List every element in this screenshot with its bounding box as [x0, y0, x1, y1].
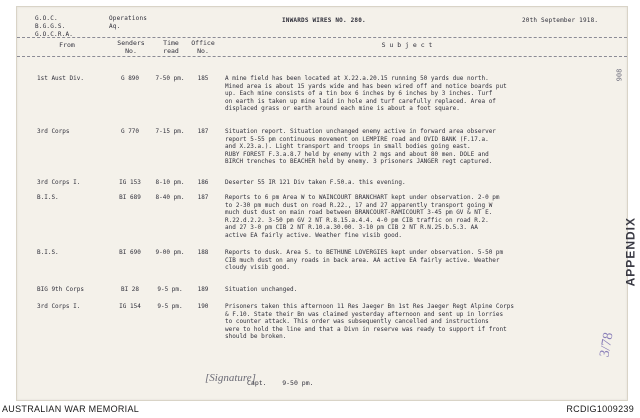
- entry-number: BI 690: [119, 249, 141, 256]
- entry-number: G 890: [120, 75, 140, 82]
- entry-from: 1st Aust Div.: [37, 75, 84, 82]
- entry-subject: Reports to 6 pm Area W to WAINCOURT BRANCHART kept under observation. 2-0 pm to 2-30 pm much dust on road R.22., 17 and 27 apparently transport going W much dust dust on main road between BRANCOURT-RAMICOURT 3-45 pm GV & NT E. R.22.d.2.2. 3-50 pm GV 2 NT R.8.15.a.4.4. 4-0 pm CIB traffic on road R.2. and 27 3-0 pm CIB 2 NT R.10.a.30.00. 3-10 pm CIB 2 NT R.N.25.b.5.3. AA active EA fairly active. Weather fine visib good.: [225, 194, 500, 239]
- appendix-stamp: APPENDIX: [623, 217, 637, 287]
- entry-office: 187: [197, 194, 209, 201]
- archive-name: AUSTRALIAN WAR MEMORIAL: [2, 404, 140, 414]
- entry-time: 9-00 pm.: [155, 249, 185, 256]
- operations-label: Operations Aq.: [109, 15, 148, 30]
- entry-time: 9-5 pm.: [157, 286, 183, 293]
- entry-subject: Prisoners taken this afternoon 11 Res Jaeger Bn 1st Res Jaeger Regt Alpine Corps & F.10. State their Bn was claimed yesterday afternoon and sent up in lorries to counter attack. This order was subsequently cancelled and instructions were to hold the line and that a Divn in reserve was ready to support if front should be broken.: [225, 303, 514, 340]
- entry-office: 185: [197, 75, 209, 82]
- record-id: RCDIG1009239: [566, 404, 634, 414]
- entry-number: BI 28: [120, 286, 140, 293]
- entry-subject: Reports to dusk. Area S. to BETHUNE LOVERGIES kept under observation. 5-50 pm CIB much dust on any roads in back area. AA active EA fairly active. Weather cloudy visib good.: [225, 249, 504, 271]
- capt-time-line: Capt. 9-50 pm.: [247, 379, 314, 387]
- entry-office: 187: [197, 128, 209, 135]
- entry-office: 189: [197, 286, 209, 293]
- entry-time: 7-15 pm.: [155, 128, 185, 135]
- entry-office: 190: [197, 303, 209, 310]
- entry-time: 9-5 pm.: [157, 303, 183, 310]
- entry-from: BIG 9th Corps: [37, 286, 84, 293]
- pencil-annotation: 3/78: [597, 331, 617, 359]
- column-office-no: Office No.: [191, 39, 215, 55]
- entry-subject: Situation report. Situation unchanged enemy active in forward area observer report 5-55 pm continuous movement on LEMPIRE road and OVID BANK (F.17.a. and X.23.a.). Light transport and troops in small bodies going east. RUBY FOREST F.3.a.8.7 held by enemy with 2 mgs and about 80 men. DOLE and BIRCH trenches to BEACHER held by enemy. 3 prisoners JANGER regt captured.: [225, 128, 496, 165]
- column-rule: [17, 56, 627, 57]
- entry-from: 3rd Corps: [37, 128, 70, 135]
- column-time-read: Time read: [163, 39, 179, 55]
- document-title: INWARDS WIRES NO. 280.: [282, 17, 366, 24]
- entry-from: 3rd Corps I.: [37, 303, 81, 310]
- entry-from: B.I.S.: [37, 249, 59, 256]
- entry-office: 188: [197, 249, 209, 256]
- document-sheet: [16, 6, 637, 401]
- handwritten-signature: [Signature]: [205, 372, 256, 384]
- entry-subject: Deserter 55 IR 121 Div taken F.50.a. this evening.: [225, 179, 406, 186]
- distribution-list: G.O.C. B.G.G.S. G.O.C.R.A.: [35, 15, 74, 38]
- entry-number: IG 154: [119, 303, 141, 310]
- entry-number: IG 153: [119, 179, 141, 186]
- entry-time: 8-10 pm.: [155, 179, 185, 186]
- entry-number: BI 689: [119, 194, 141, 201]
- page-number-stamp: 908: [615, 68, 624, 82]
- entry-time: 7-50 pm.: [155, 75, 185, 82]
- entry-subject: Situation unchanged.: [225, 286, 298, 293]
- column-subject: S u b j e c t: [381, 41, 433, 49]
- entry-subject: A mine field has been located at X.22.a.20.15 running 50 yards due north. Mined area is about 15 yards wide and has been wired off and notice boards put up. Each mine consists of a tin box 6 inches by 6 inches by 3 inches. Turf on earth is taken up mine laid in hole and turf carefully replaced. Area of displaced grass or earth around each mine is about a foot square.: [225, 75, 507, 112]
- entry-office: 186: [197, 179, 209, 186]
- entry-number: G 770: [120, 128, 140, 135]
- entry-time: 8-40 pm.: [155, 194, 185, 201]
- column-from: From: [59, 41, 75, 49]
- entry-from: 3rd Corps I.: [37, 179, 81, 186]
- archive-footer: [0, 402, 640, 418]
- column-senders-no: Senders No.: [117, 39, 145, 55]
- header-rule: [17, 37, 627, 38]
- document-date: 20th September 1918.: [522, 17, 599, 24]
- entry-from: B.I.S.: [37, 194, 59, 201]
